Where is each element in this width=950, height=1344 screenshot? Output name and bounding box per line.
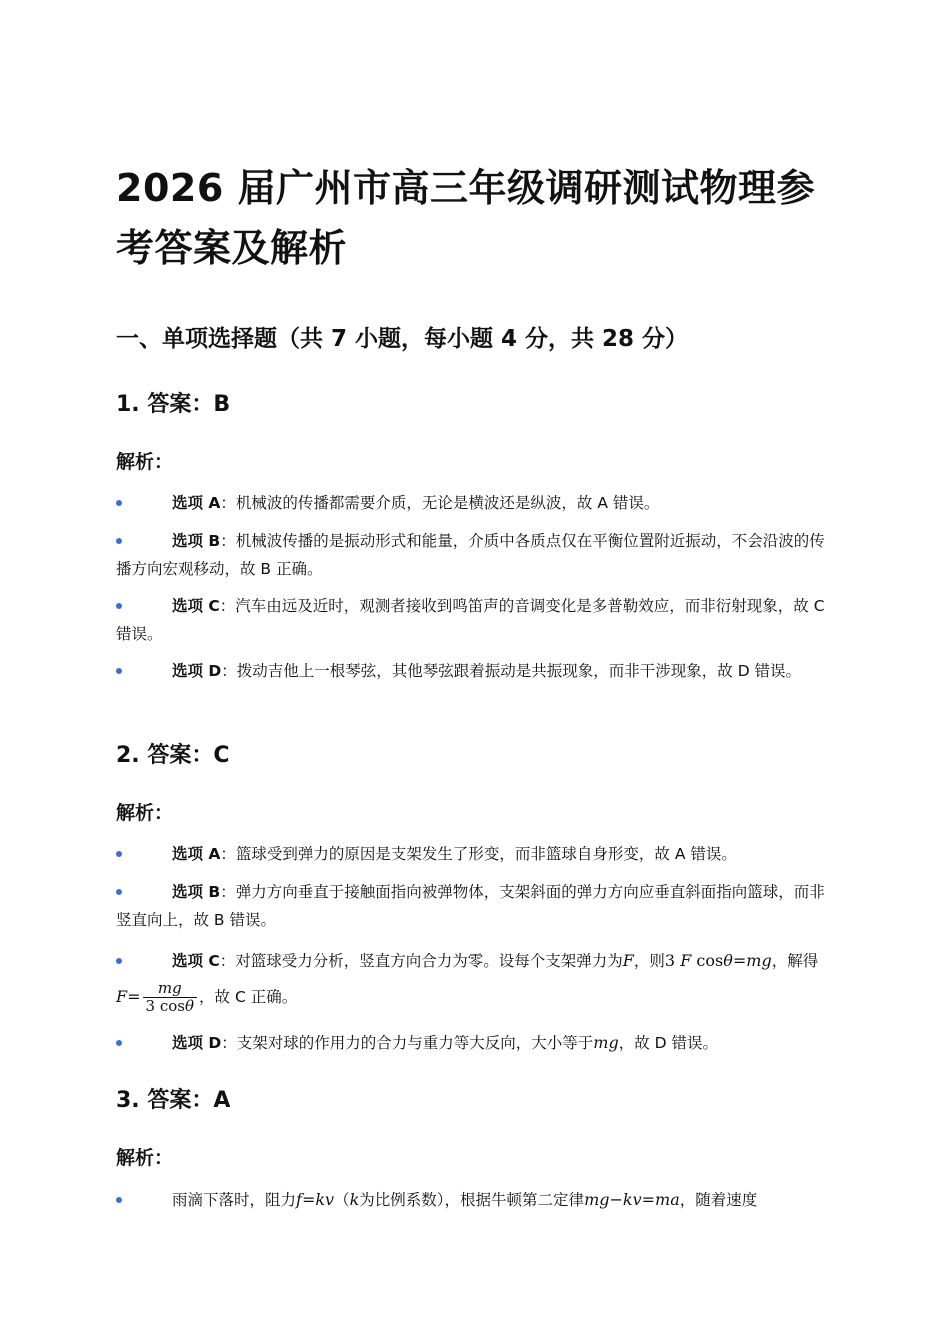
math-operator: =: [127, 987, 141, 1006]
list-item: [116, 527, 828, 583]
option-text: ：篮球受到弹力的原因是支架发生了形变，而非篮球自身形变，故 A 错误。: [220, 845, 737, 863]
math-fraction: $\frac{mg}{3 \cos\theta}$: [143, 980, 198, 1015]
option-text: ：汽车由远及近时，观测者接收到鸣笛声的音调变化是多普勒效应，而非衍射现象，故 C 错误。: [116, 597, 825, 643]
item-text: ，随着速度: [679, 1191, 758, 1209]
option-label: 选项 B: [172, 883, 221, 901]
list-item: [116, 489, 828, 517]
answer-heading: 1. 答案：B: [116, 392, 231, 417]
option-label: 选项 A: [172, 494, 221, 512]
math-equation: 3 F cosθ=mg: [664, 951, 772, 970]
option-label: 选项 D: [172, 1034, 222, 1052]
analysis-label: 解析：: [116, 1147, 174, 1169]
option-label: 选项 B: [172, 532, 221, 550]
item-text: （: [334, 1191, 350, 1209]
list-item: [116, 943, 828, 1015]
section-heading: 一、单项选择题（共 7 小题，每小题 4 分，共 28 分）: [116, 326, 689, 352]
math-variable: F: [116, 987, 128, 1006]
bullet-icon: [116, 500, 122, 506]
math-equation: f=kv: [296, 1190, 335, 1209]
answer-heading: 3. 答案：A: [116, 1088, 231, 1113]
page-title: 2026 届广州市高三年级调研测试物理参考答案及解析: [116, 166, 815, 270]
math-variable: mg: [593, 1033, 619, 1052]
option-text: ，则: [633, 952, 665, 970]
option-text: ：对篮球受力分析，竖直方向合力为零。设每个支架弹力为: [219, 952, 623, 970]
list-item: [116, 1029, 828, 1057]
bullet-icon: [116, 851, 122, 857]
list-item: [116, 1186, 828, 1214]
option-text: ，故 C 正确。: [199, 988, 298, 1006]
analysis-label: 解析：: [116, 451, 174, 473]
bullet-icon: [116, 958, 122, 964]
option-text: ，故 D 错误。: [618, 1034, 718, 1052]
item-text: 为比例系数），根据牛顿第二定律: [359, 1191, 585, 1209]
math-variable: F: [622, 951, 634, 970]
option-text: ：弹力方向垂直于接触面指向被弹物体，支架斜面的弹力方向应垂直斜面指向篮球，而非竖直向上，故 B 错误。: [116, 883, 825, 929]
bullet-icon: [116, 603, 122, 609]
item-text: 雨滴下落时，阻力: [172, 1191, 297, 1209]
math-equation: mg−kv=ma: [584, 1190, 680, 1209]
option-label: 选项 D: [172, 662, 222, 680]
bullet-icon: [116, 1040, 122, 1046]
analysis-label: 解析：: [116, 802, 174, 824]
bullet-icon: [116, 668, 122, 674]
list-item: [116, 657, 828, 685]
list-item: [116, 592, 828, 648]
option-text: ：拨动吉他上一根琴弦，其他琴弦跟着振动是共振现象，而非干涉现象，故 D 错误。: [221, 662, 802, 680]
option-label: 选项 C: [172, 597, 220, 615]
bullet-icon: [116, 1197, 122, 1203]
list-item: [116, 840, 828, 868]
bullet-icon: [116, 889, 122, 895]
option-label: 选项 C: [172, 952, 220, 970]
bullet-icon: [116, 538, 122, 544]
list-item: [116, 878, 828, 934]
option-text: ：机械波传播的是振动形式和能量，介质中各质点仅在平衡位置附近振动，不会沿波的传播方向宏观移动，故 B 正确。: [116, 532, 825, 578]
option-text: ：机械波的传播都需要介质，无论是横波还是纵波，故 A 错误。: [220, 494, 660, 512]
option-text: ，解得: [771, 952, 819, 970]
answer-heading: 2. 答案：C: [116, 743, 230, 768]
option-text: ：支架对球的作用力的合力与重力等大反向，大小等于: [221, 1034, 594, 1052]
math-variable: k: [349, 1190, 360, 1209]
option-label: 选项 A: [172, 845, 221, 863]
